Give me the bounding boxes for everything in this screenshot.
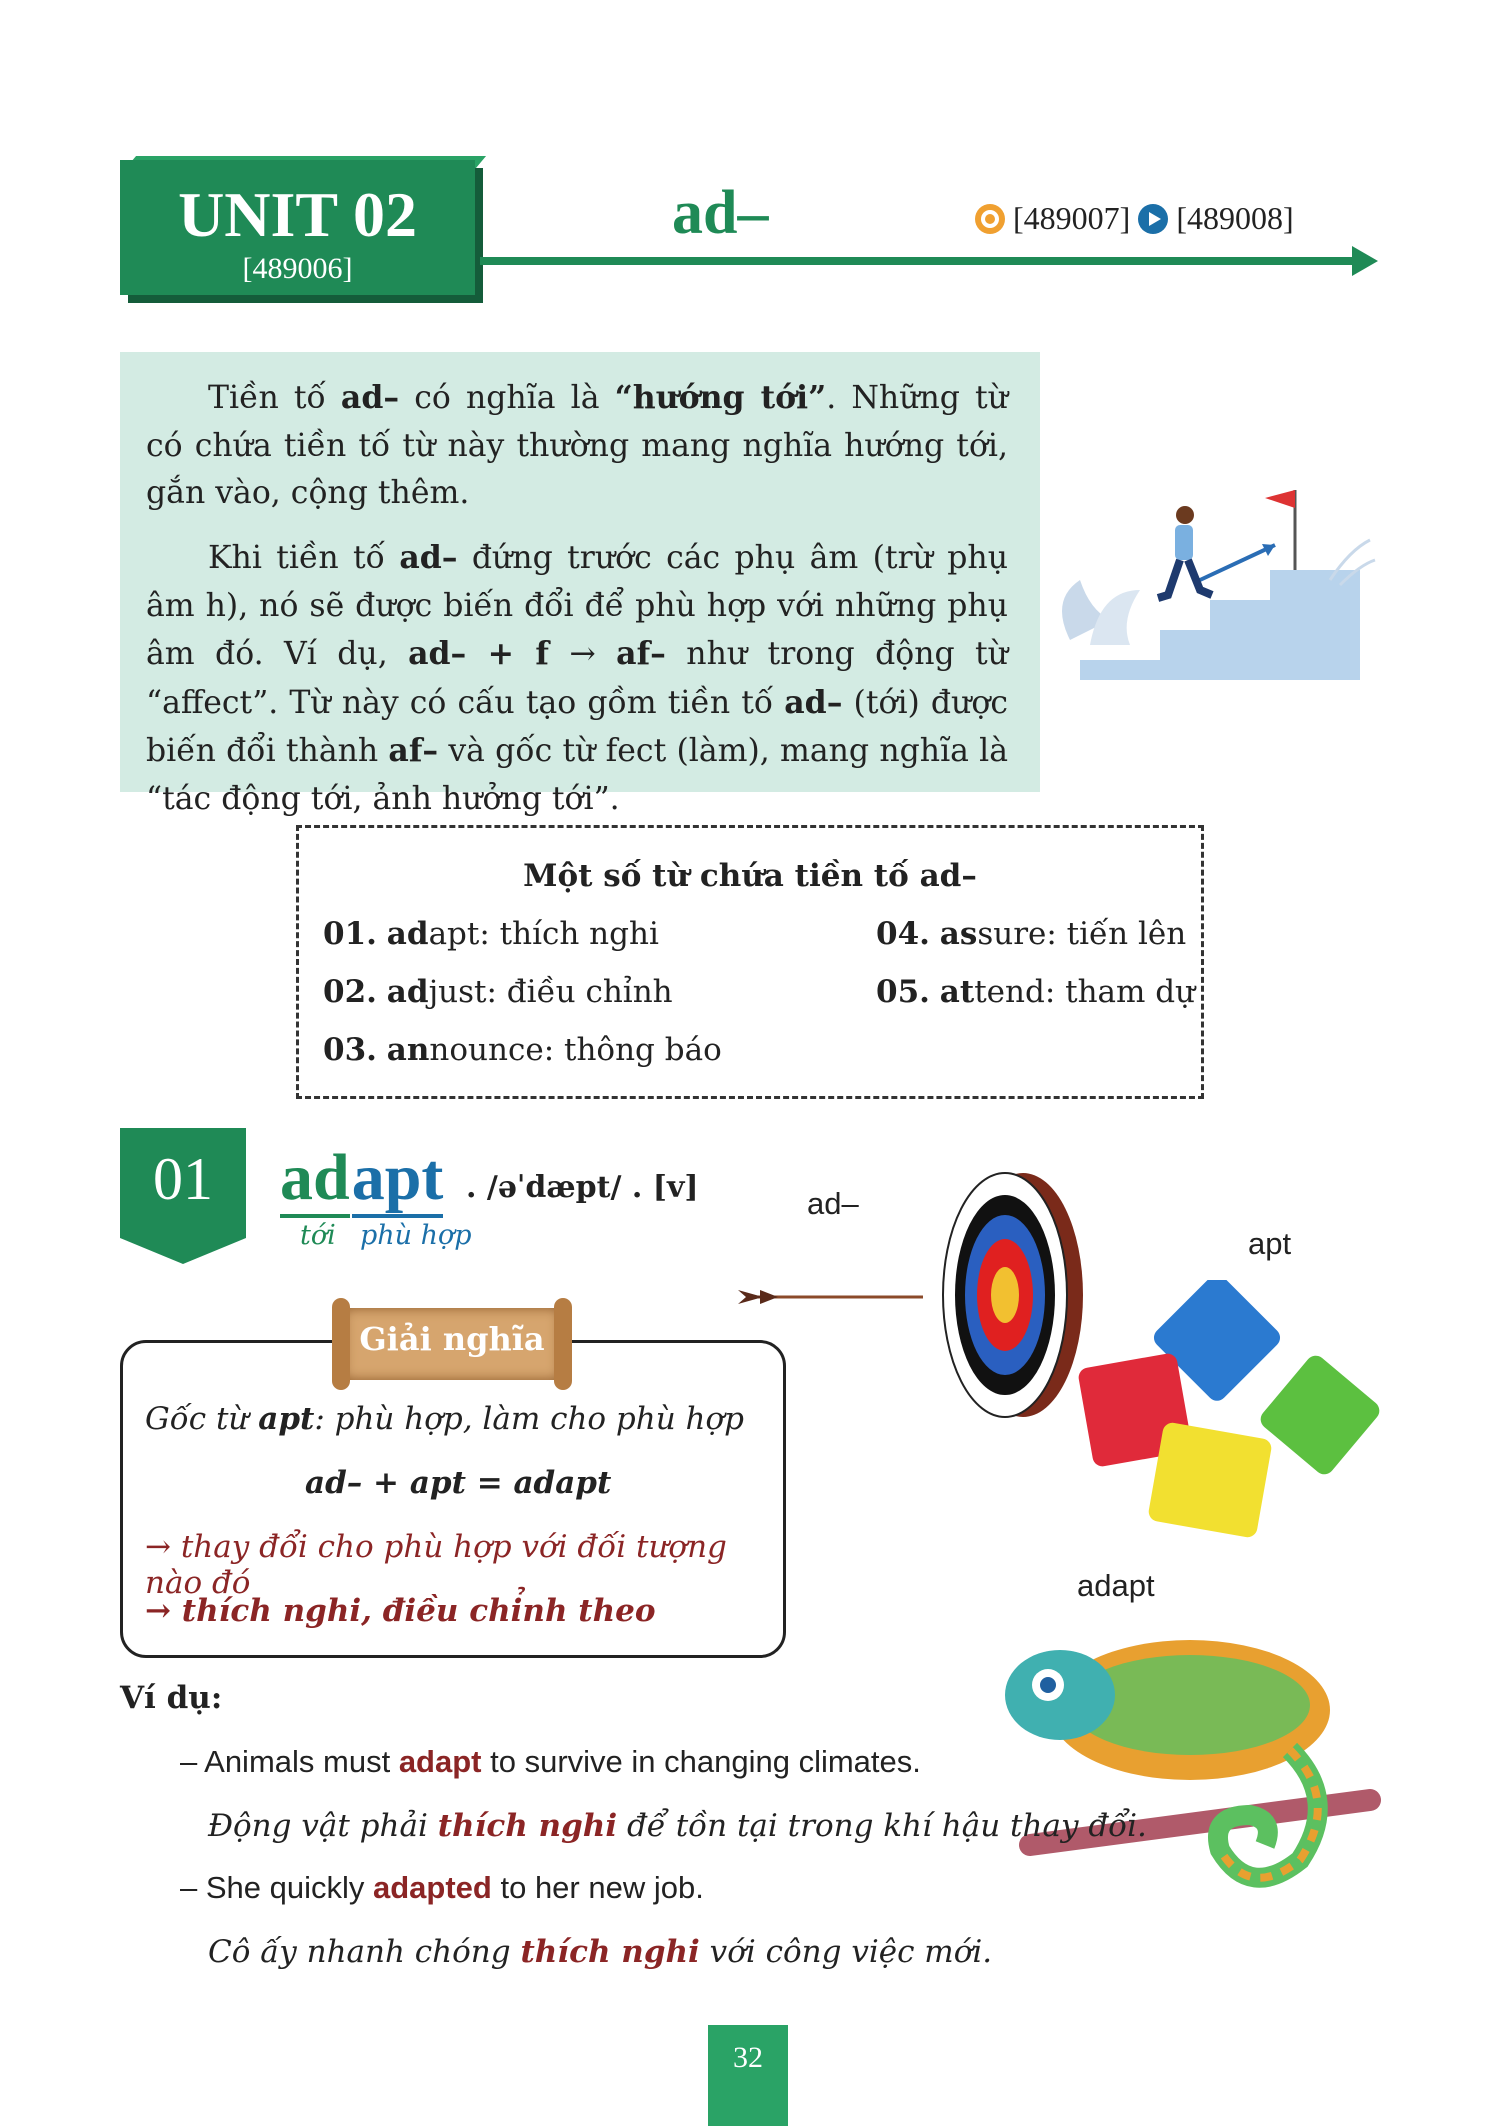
label-adapt: adapt — [1077, 1568, 1155, 1603]
header-arrow-icon — [1352, 246, 1378, 276]
word-list-item: 02. adjust: điều chỉnh — [323, 974, 673, 1010]
media-codes — [975, 200, 1294, 237]
formula-line: ad– + apt = adapt — [305, 1465, 612, 1501]
play-video-icon[interactable] — [1138, 204, 1168, 234]
unit-code: [489006] — [242, 252, 353, 285]
intro-paragraph-2: Khi tiền tố ad– đứng trước các phụ âm (trừ phụ âm h), nó sẽ được biến đổi để phù hợp với những phụ âm đó. Ví dụ, ad– + f → af– như trong động từ “affect”. Từ này có cấu tạo gồm tiền tố ad– (tới) được biến đổi thành af– và gốc từ fect (làm), mang nghĩa là “tác động tới, ảnh hưởng tới”. — [146, 539, 1009, 817]
arrow-illustration — [738, 1282, 928, 1312]
entry-badge-tail — [120, 1238, 246, 1264]
label-ad: ad– — [807, 1186, 859, 1221]
meaning-line-1: → thay đổi cho phù hợp với đối tượng nào đó — [145, 1529, 727, 1601]
word-list-item: 01. adapt: thích nghi — [323, 916, 659, 952]
headword-root: apt — [352, 1141, 444, 1218]
root-line: Gốc từ apt: phù hợp, làm cho phù hợp — [145, 1401, 745, 1437]
audio-icon[interactable] — [975, 204, 1005, 234]
word-list-item: 04. assure: tiến lên — [876, 916, 1187, 952]
label-apt: apt — [1248, 1226, 1292, 1261]
entry-number: 01 — [153, 1146, 213, 1212]
unit-badge — [120, 160, 475, 295]
prefix-meaning: tới — [300, 1220, 336, 1251]
puzzle-pieces-illustration — [1075, 1280, 1385, 1560]
example-1: – Animals must adapt to survive in changing climates. — [180, 1744, 921, 1779]
translation-2: Cô ấy nhanh chóng thích nghi với công việc mới. — [208, 1934, 993, 1970]
audio-code: [489007] — [1013, 200, 1131, 236]
prefix-title: ad– — [672, 179, 769, 247]
header-rule — [480, 257, 1360, 265]
translation-1: Động vật phải thích nghi để tồn tại trong khí hậu thay đổi. — [208, 1808, 1147, 1844]
example-2: – She quickly adapted to her new job. — [180, 1870, 704, 1905]
examples-heading: Ví dụ: — [120, 1680, 223, 1716]
video-code: [489008] — [1176, 200, 1294, 236]
chameleon-illustration — [1000, 1600, 1385, 1920]
word-list-heading: Một số từ chứa tiền tố ad– — [523, 858, 977, 894]
climbing-stairs-illustration — [1040, 470, 1380, 690]
unit-title: UNIT 02 — [178, 179, 417, 250]
headword — [280, 1140, 443, 1216]
word-list-item: 05. attend: tham dự — [876, 974, 1196, 1010]
word-list-box — [296, 825, 1204, 1099]
meaning-tag: Giải nghĩa — [359, 1320, 545, 1358]
pronunciation: . /əˈdæpt/ . [v] — [466, 1170, 699, 1205]
page-number: 32 — [733, 2041, 763, 2074]
entry-number-badge — [120, 1128, 246, 1238]
meaning-scroll-tag — [332, 1298, 572, 1390]
meaning-line-2: → thích nghi, điều chỉnh theo — [145, 1593, 656, 1629]
intro-paragraph-1: Tiền tố ad– có nghĩa là “hướng tới”. Những từ có chứa tiền tố từ này thường mang nghĩa hướng tới, gắn vào, cộng thêm. — [146, 379, 1008, 511]
intro-box — [120, 352, 1040, 817]
root-meaning: phù hợp — [360, 1220, 472, 1251]
target-icon — [935, 1170, 1095, 1420]
headword-prefix: ad — [280, 1141, 350, 1218]
word-list-item: 03. announce: thông báo — [323, 1032, 722, 1068]
page-number-tab — [708, 2025, 788, 2126]
